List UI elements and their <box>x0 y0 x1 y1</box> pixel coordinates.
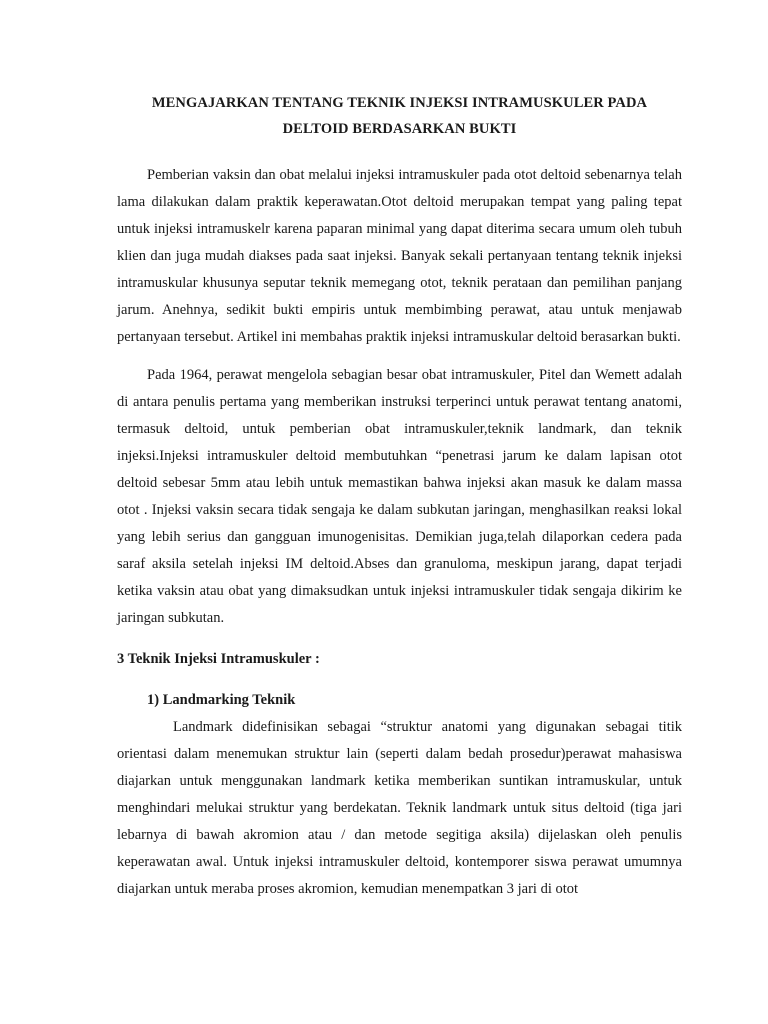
document-body <box>117 90 682 903</box>
title-line-1: MENGAJARKAN TENTANG TEKNIK INJEKSI INTRAMUSKULER PADA <box>151 95 648 111</box>
paragraph-2: Pada 1964, perawat mengelola sebagian besar obat intramuskuler, Pitel dan Wemett adalah di antara penulis pertama yang memberikan instruksi terperinci untuk perawat tentang anatomi, termasuk deltoid, untuk pemberian obat intramuskuler,teknik landmark, dan teknik injeksi.Injeksi intramuskuler deltoid membutuhkan “penetrasi jarum ke dalam lapisan otot deltoid sebesar 5mm atau lebih untuk memastikan bahwa injeksi akan masuk ke dalam massa otot . Injeksi vaksin secara tidak sengaja ke dalam subkutan jaringan, menghasilkan reaksi lokal yang lebih serius dan gangguan imunogenisitas. Demikian juga,telah dilaporkan cedera pada saraf aksila setelah injeksi IM deltoid.Abses dan granuloma, meskipun jarang, dapat terjadi ketika vaksin atau obat yang dimaksudkan untuk injeksi intramuskuler tidak sengaja dikirim ke jaringan subkutan. <box>117 367 682 626</box>
subsection-heading: 1) Landmarking Teknik <box>147 692 296 708</box>
document-title <box>117 90 682 142</box>
paragraph-1: Pemberian vaksin dan obat melalui injeksi intramuskuler pada otot deltoid sebenarnya telah lama dilakukan dalam praktik keperawatan.Otot deltoid merupakan tempat yang paling tepat untuk injeksi intramuskelr karena paparan minimal yang dapat diterima secara umum oleh tubuh klien dan juga mudah diakses pada saat injeksi. Banyak sekali pertanyaan tentang teknik injeksi intramuskular khusunya seputar teknik memegang otot, teknik perataan dan pemilihan panjang jarum. Anehnya, sedikit bukti empiris untuk membimbing perawat, atau untuk menjawab pertanyaan tersebut. Artikel ini membahas praktik injeksi intramuskular deltoid berasarkan bukti. <box>117 167 682 345</box>
title-line-2: DELTOID BERDASARKAN BUKTI <box>282 121 517 137</box>
paragraph-3: Landmark didefinisikan sebagai “struktur anatomi yang digunakan sebagai titik orientasi dalam menemukan struktur lain (seperti dalam bedah prosedur)perawat mahasiswa diajarkan untuk menggunakan landmark ketika memberikan suntikan intramuskular, untuk menghindari melukai struktur yang berdekatan. Teknik landmark untuk situs deltoid (tiga jari lebarnya di bawah akromion atau / dan metode segitiga aksila) dijelaskan oleh penulis keperawatan awal. Untuk injeksi intramuskuler deltoid, kontemporer siswa perawat umumnya diajarkan untuk meraba proses akromion, kemudian menempatkan 3 jari di otot <box>117 719 682 897</box>
section-heading: 3 Teknik Injeksi Intramuskuler : <box>117 651 320 667</box>
